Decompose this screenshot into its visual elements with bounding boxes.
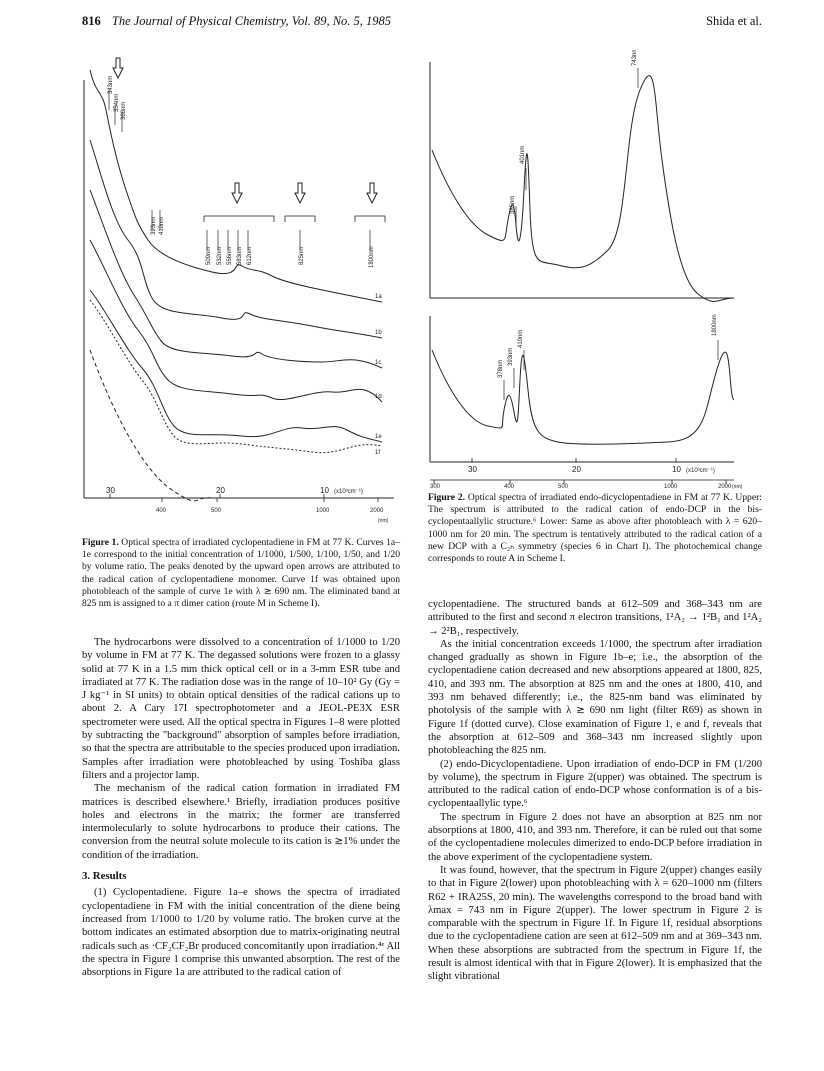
curve-1c (90, 190, 382, 368)
fig2-peak-label: 378nm (498, 359, 504, 378)
fig1-bottom-tick: 500 (211, 508, 222, 514)
curve-1b (90, 140, 382, 338)
page-number: 816 (82, 14, 101, 28)
figure-1-caption-label: Figure 1. (82, 537, 119, 548)
figure-2 (428, 50, 764, 490)
curve-1f (90, 300, 382, 453)
arrow-up-3 (295, 183, 305, 203)
running-header (82, 14, 762, 34)
figure-1-caption-text: Optical spectra of irradiated cyclopentadiene in FM at 77 K. Curves 1a–1e correspond to the initial concentration of 1/1000, 1/500, 1/100, 1/50, and 1/20 by volume ratio. The peaks denoted by the upward open arrows are attributed to the radical cation of cyclopentadiene monomer. Curve 1f was obtained upon photobleach of the sample of curve 1e with λ ≳ 690 nm. The eliminated band at 825 nm is assigned to a π dimer cation (route M in Scheme I). (82, 537, 400, 610)
fig2-peak-label: 401nm (520, 145, 526, 164)
fig1-bottom-tick: 400 (156, 508, 167, 514)
fig2-bottom-tick: 2000 (718, 484, 732, 490)
figure-1 (82, 50, 400, 535)
fig1-peak-label: 354nm (114, 93, 120, 112)
curve-label: 1b (375, 330, 382, 336)
fig2-bottom-unit: (nm) (732, 484, 743, 490)
fig2-lower-spectrum (432, 347, 734, 444)
paragraph: The mechanism of the radical cation formation in irradiated FM matrices is described elsewhere.¹ Briefly, irradiation produces positive holes and electrons in the matrix; the former are transferred intermolecularly to solute hydrocarbons to produce their cations. The conversion from the neutral solute molecule to its cation is ≳1% under the condition of the irradiation. (82, 783, 400, 861)
fig2-bottom-tick: 400 (504, 484, 515, 490)
fig2-bottom-tick: 1000 (664, 484, 678, 490)
curve-label: 1f (375, 450, 381, 456)
paragraph: (1) Cyclopentadiene. Figure 1a–e shows the spectra of irradiated cyclopentadiene in FM with the initial concentration of the diene being increased from 1/1000 to 1/20 by volume ratio. The broken curve at the bottom indicates an estimated absorption due to matrix-originating neutral radicals such as ·CF₂CF₂Br produced concomitantly upon irradiation.⁴ᵉ All the spectra in Figure 1 comprise this unwanted absorption. The rest of the absorptions in Figure 1a are attributed to the radical cation of (82, 887, 400, 979)
paragraph: cyclopentadiene. The structured bands at 612–509 and 368–343 nm are attributed to the first and second π electron transitions, 1²A₂ → 1²B₁ and 1²A₂ → 2²B₁, respectively. (428, 599, 762, 637)
arrow-up-2 (232, 183, 242, 203)
running-authors: Shida et al. (706, 14, 762, 28)
arrow-up-4 (367, 183, 377, 203)
curve-label: 1a (375, 294, 382, 300)
fig1-top-tick: 10 (320, 486, 329, 495)
fig2-top-tick: 20 (572, 465, 581, 474)
fig1-peak-label: 368nm (121, 101, 127, 120)
fig2-peak-label: 410nm (518, 329, 524, 348)
figure-2-caption (428, 492, 762, 565)
fig1-peak-label: 556nm (227, 246, 233, 265)
figure-2-caption-label: Figure 2. (428, 492, 466, 503)
fig2-upper-spectrum (432, 76, 734, 302)
left-column (82, 636, 400, 979)
fig1-peak-label: 612nm (247, 246, 253, 265)
fig1-brackets (204, 216, 385, 222)
curve-1d (90, 240, 382, 402)
figure-1-plot (82, 50, 400, 535)
fig2-peak-label: 743nm (632, 50, 638, 66)
curve-1e (90, 290, 382, 442)
fig1-peak-labels (108, 76, 375, 268)
fig2-top-unit: (x10³cm⁻¹) (686, 468, 715, 474)
fig2-top-tick: 30 (468, 465, 477, 474)
curve-label: 1c (375, 360, 382, 366)
fig1-spectra (90, 70, 382, 501)
fig1-bottom-tick: 1000 (316, 508, 330, 514)
fig1-peak-label: 410nm (159, 216, 165, 235)
fig1-curve-labels (375, 294, 382, 456)
fig1-open-arrows (113, 58, 377, 203)
fig1-peak-label: 509nm (206, 246, 212, 265)
fig1-bottom-unit: (nm) (378, 518, 389, 524)
curve-background (90, 350, 212, 501)
figure-1-caption (82, 537, 400, 610)
fig1-bottom-tick: 2000 (370, 508, 384, 514)
paragraph: It was found, however, that the spectrum in Figure 2(upper) changes easily to that in Figure 2(lower) upon photobleaching with λ = 620–1000 nm (filters R62 + IRA25S, 20 min). The wavelengths correspond to the broad band with λmax = 743 nm in Figure 2(upper). The lower spectrum in Figure 2 is comparable with the spectrum in Figure 1f. In Figure 1f, residual absorptions due to the cyclopentadiene cation are seen at 612–509 nm and at 369–343 nm. When these absorptions are subtracted from the spectrum in Figure 1f, the result is almost identical with that in Figure 2(lower). It is emphasized that the slight vibrational (428, 864, 762, 983)
figure-2-plot (428, 50, 764, 490)
fig2-bottom-tick: 300 (430, 484, 441, 490)
paragraph: The spectrum in Figure 2 does not have an absorption at 825 nm nor absorptions at 1800, 410, and 393 nm. Therefore, it can be ruled out that some of the cyclopentadiene molecules dimerized to endo-DCP before irradiation in the above experiment of the cyclopentadiene system. (428, 811, 762, 863)
fig1-peak-label: 583nm (237, 246, 243, 265)
journal-title: The Journal of Physical Chemistry, Vol. 89, No. 5, 1985 (111, 14, 392, 28)
section-heading: 3. Results (82, 870, 127, 883)
arrow-up-1 (113, 58, 123, 78)
fig1-top-tick: 30 (106, 486, 115, 495)
fig1-top-tick: 20 (216, 486, 225, 495)
fig2-peak-label: 1800nm (712, 314, 718, 336)
fig1-top-unit: (x10³cm⁻¹) (334, 489, 363, 495)
fig1-peak-label: 1800nm (369, 246, 375, 268)
fig2-bottom-tick: 500 (558, 484, 569, 490)
fig1-peak-label: 825nm (299, 246, 305, 265)
fig1-peak-label: 393nm (151, 216, 157, 235)
fig1-peak-label: 343nm (108, 75, 114, 94)
right-column (428, 598, 762, 984)
fig1-peak-markers (109, 90, 370, 250)
fig2-top-tick: 10 (672, 465, 681, 474)
paragraph: (2) endo-Dicyclopentadiene. Upon irradiation of endo-DCP in FM (1/200 by volume), the spectrum in Figure 2(upper) was obtained. The spectrum is attributed to the radical cation of endo-DCP whose conformation is of a bis-cyclopentaallylic type.⁶ (428, 758, 762, 810)
fig2-peak-label: 393nm (508, 347, 514, 366)
fig2-peak-label: 385nm (510, 195, 516, 214)
fig1-peak-label: 532nm (217, 246, 223, 265)
paragraph: The hydrocarbons were dissolved to a concentration of 1/1000 to 1/20 by volume in FM at 77 K. The degassed solutions were frozen to a glassy solid at 77 K in a 1.5 mm thick optical cell or in a 3-mm ESR tube and irradiated at 77 K. The radiation dose was in the range of 10–10² Gy (Gy = J kg⁻¹ in SI units) to obtain optical densities of the radical cations up to about 2. A Cary 17I spectrophotometer and a JEOL-PE3X ESR spectrometer were used. All the optical spectra in Figures 1–8 were plotted by subtracting the "background" absorption of samples before irradiation, so that the spectra are attributable to the species produced upon irradiation. Samples after irradiation were photobleached by using Toshiba glass filters and a projector lamp. (82, 637, 400, 781)
figure-2-caption-text: Optical spectra of irradiated endo-dicyclopentadiene in FM at 77 K. Upper: The spectrum is attributed to the radical cation of endo-DCP in the bis-cyclopentaallylic structure.⁶ Lower: Same as above after photobleach with λ = 620–1000 nm for 20 min. The spectrum is tentatively attributed to the radical cation of a new DCP with a C₂ₕ symmetry (species 6 in Chart I). The photochemical change corresponds to route A in Scheme I. (428, 492, 762, 565)
curve-label: 1e (375, 434, 382, 440)
curve-label: 1d (375, 394, 382, 400)
paragraph: As the initial concentration exceeds 1/1000, the spectrum after irradiation changed gradually as shown in Figure 1b–e; i.e., the absorption of the cyclopentadiene cation decreased and new absorptions appeared at 1800, 825, 410, and 393 nm. The absorption at 825 nm and the ones at 1800, 410, and 393 nm behaved differently; i.e., the 825-nm band was eliminated by photolysis of the sample with λ ≳ 690 nm light (filter R69) as shown in Figure 1f (dotted curve). Close examination of Figure 1, e and f, reveals that the absorption at 612–509 and 368–343 nm increased slightly upon photobleaching the 825 nm. (428, 638, 762, 757)
